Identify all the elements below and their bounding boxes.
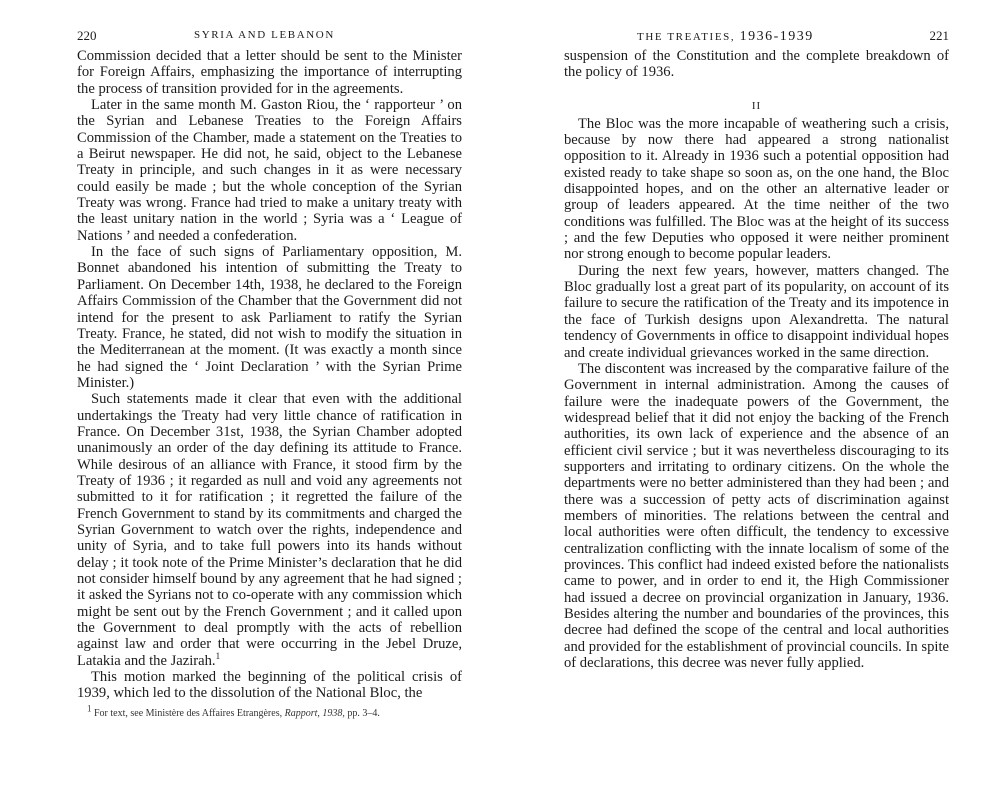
- paragraph: During the next few years, however, matters changed. The Bloc gradually lost a great part of its popularity, on account of its failure to secure the ratification of the Treaty and its impotence in the face of Turkish designs upon Alexandretta. The natural tendency of Governments in office to disappoint individual hopes and create individual grievances worked in the same direction.: [564, 262, 949, 361]
- left-running-head: [77, 28, 462, 48]
- right-page-number: 221: [929, 28, 949, 43]
- footnote-italic-title: Rapport, 1938,: [284, 707, 345, 719]
- paragraph: Later in the same month M. Gaston Riou, the ‘ rapporteur ’ on the Syrian and Lebanese Treaties to the Foreign Affairs Commission of the Chamber, made a statement on the Treaties to a Beirut newspaper. He did not, he said, object to the Lebanese Treaty in principle, and such changes in it as were necessary could easily be made ; but the whole conception of the Syrian Treaty was wrong. France had tried to make a unitary treaty with the least unitary nation in the world ; Syria was a ‘ League of Nations ’ and needed a confederation.: [77, 97, 462, 244]
- paragraph: This motion marked the beginning of the political crisis of 1939, which led to the dissolution of the National Bloc, the: [77, 669, 462, 702]
- paragraph: suspension of the Constitution and the complete breakdown of the policy of 1936.: [564, 48, 949, 81]
- right-page: [499, 0, 998, 795]
- right-body-text: [564, 48, 949, 671]
- running-title-text: THE TREATIES,: [637, 31, 736, 43]
- paragraph: The discontent was increased by the comparative failure of the Government in internal administration. Among the causes of failure were the inadequate powers of the Government, the widespread belief that it did not enjoy the backing of the French authorities, its own lack of experience and the absence of an efficient civil service ; but it was nevertheless discouraging to its supporters and irritating to ordinary citizens. On the whole the departments were no better administered than they had been ; and there was a succession of petty acts of discrimination against members of minorities. The relations between the central and local authorities were often difficult, the tendency to excessive centralization conflicting with the innate localism of some of the provinces. This conflict had indeed existed before the nationalists came to power, and in order to end it, the High Commissioner had issued a decree on provincial organization in January, 1936. Besides altering the number and boundaries of the provinces, this decree had defined the scope of the central and local authorities and provided for the establishment of provincial councils. In spite of declarations, this decree was never fully applied.: [564, 360, 949, 672]
- paragraph: Commission decided that a letter should be sent to the Minister for Foreign Affairs, emphasizing the importance of interrupting the process of transition provided for in the agreements.: [77, 48, 462, 97]
- right-running-title: [637, 29, 814, 45]
- running-title-years: 1936-1939: [739, 29, 814, 44]
- paragraph: The Bloc was the more incapable of weathering such a crisis, because by now there had appeared a strong nationalist opposition to it. Already in 1936 such a potential opposition had existed ready to take shape so soon as, on the one hand, the Bloc disappointed hopes, and on the other an alternative leader or group of leaders appeared. At the time neither of the two conditions was fulfilled. The Bloc was at the height of its success ; and the few Deputies who opposed it were neither prominent nor strong enough to become popular leaders.: [564, 115, 949, 263]
- footnote-marker: 1: [87, 703, 92, 714]
- footnote-text: For text, see Ministère des Affaires Etrangères,: [94, 707, 285, 719]
- paragraph: In the face of such signs of Parliamentary opposition, M. Bonnet abandoned his intention of submitting the Treaty to Parliament. On December 14th, 1938, he declared to the Foreign Affairs Commission of the Chamber that the Government did not intend for the present to ask Parliament to ratify the Syrian Treaty. France, he stated, did not wish to modify the situation in the Mediterranean at the moment. (It was exactly a month since he had signed the ‘ Joint Declaration ’ with the Syrian Prime Minister.): [77, 244, 462, 391]
- left-body-text: [77, 48, 462, 702]
- right-running-head: [564, 28, 949, 48]
- footnote-pages: pp. 3–4.: [344, 707, 380, 719]
- left-running-title: SYRIA AND LEBANON: [194, 29, 335, 41]
- left-page-number: 220: [77, 28, 97, 43]
- section-number: II: [751, 99, 762, 112]
- paragraph: [77, 391, 462, 669]
- paragraph-text: Such statements made it clear that even with the additional undertakings the Treaty had very little chance of ratification in France. On December 31st, 1938, the Syrian Chamber adopted unanimously an order of the day defining its attitude to France. While desirous of an alliance with France, it stood firm by the Treaty of 1936 ; it regarded as null and void any agreements not submitted to it for ratification ; it regretted the failure of the French Government to stand by its commitments and charged the Syrian Government to watch over the rights, independence and unity of Syria, and to take full powers into its hands without delay ; it took note of the Prime Minister’s declaration that he did not consider himself bound by any agreement that he had signed ; it asked the Syrians not to co-operate with any commission which might be sent out by the French Government ; and it called upon the Government to deal promptly with the acts of rebellion against law and order that were occurring in the Jebel Druze, Latakia and the Jazirah.: [77, 391, 462, 669]
- footnote: [77, 703, 462, 720]
- footnote-reference: 1: [215, 650, 221, 661]
